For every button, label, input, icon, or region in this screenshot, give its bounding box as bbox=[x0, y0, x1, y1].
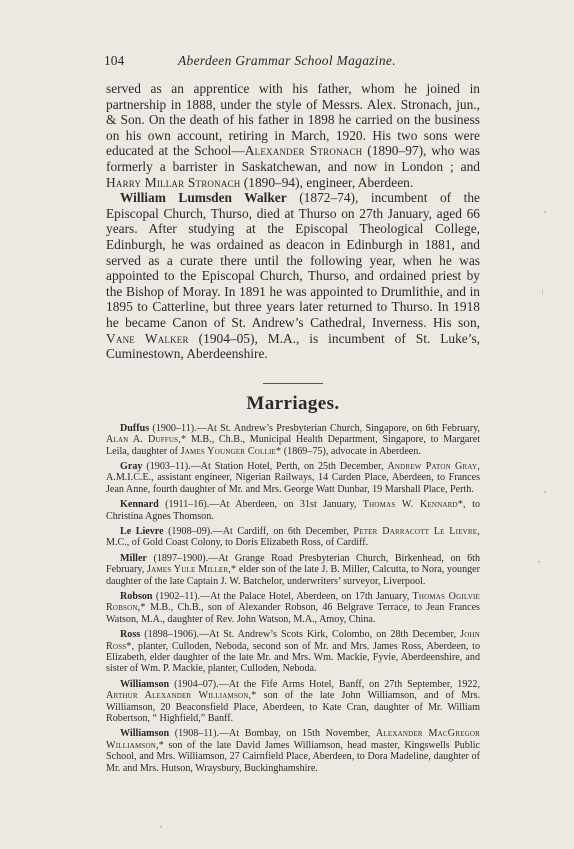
person-name: Thomas Ogilvie Robson,* bbox=[106, 590, 480, 614]
marriage-entry bbox=[106, 526, 480, 549]
text-run: son of the late John Williamson, and of Mrs. Williamson, 20 Beaconsfield Place, Aberdeen, to Kate Cran, daughter of Mr. William Robertson, “ Highfield,” Banff. bbox=[106, 690, 480, 725]
text-run: A.M.I.C.E., assistant engineer, Nigerian Railways, 14 Carden Place, Aberdeen, to Frances Jean Anne, fourth daughter of Mr. and Mrs. George Watt Dunbar, 19 Marshall Place, Perth. bbox=[106, 472, 480, 495]
entry-surname: Duffus bbox=[120, 422, 150, 434]
page-body bbox=[106, 81, 480, 778]
text-run: served as an apprentice with his father, whom he joined in partnership in 1888, under the style of Messrs. Alex. Stronach, jun., & Son. On the death of his father in 1898 he carried on the business on his own account, retiring in March, 1920. His two sons were educated at the School— bbox=[106, 81, 480, 159]
text-run: M.B., Ch.B., Municipal Health Department, Singapore, to Margaret Leila, daughter of bbox=[106, 434, 480, 457]
marriage-entry bbox=[106, 679, 480, 725]
person-name: Peter Darracott Le Lievre, bbox=[353, 525, 480, 537]
marriage-entry bbox=[106, 728, 480, 774]
entry-surname: Williamson bbox=[120, 728, 170, 740]
text-run: (1890–97), who was formerly a barrister in Saskatchewan, and now in London ; and bbox=[106, 143, 481, 174]
obituary-stronach-continued bbox=[106, 81, 480, 190]
marriages-heading: Marriages. bbox=[246, 392, 340, 414]
running-header bbox=[104, 53, 480, 69]
text-run: (1898–1906).—At St. Andrew’s Scots Kirk, Colombo, on 28th December, bbox=[140, 629, 461, 641]
text-run: to Christina Agnes Thomson. bbox=[106, 499, 481, 522]
person-name: Andrew Paton Gray, bbox=[387, 460, 480, 472]
person-name: John Ross*, bbox=[106, 629, 480, 652]
person-name: James Yule Miller,* bbox=[146, 564, 237, 576]
marriage-entry bbox=[106, 591, 480, 625]
entry-surname: Miller bbox=[120, 552, 147, 564]
text-run: M.B., Ch.B., son of Alexander Robson, 46 Belgrave Terrace, to Jean Frances Watson, M.A., daughter of Rev. John Watson, M.A., Amoy, China. bbox=[106, 602, 480, 625]
marriage-entry bbox=[106, 461, 480, 495]
text-run: (1903–11).—At Station Hotel, Perth, on 25th December, bbox=[142, 460, 388, 472]
person-name: James Younger Collie* bbox=[180, 445, 282, 457]
marriage-entry bbox=[106, 423, 480, 457]
marriage-entry bbox=[106, 553, 480, 587]
section-divider bbox=[263, 383, 323, 384]
margin-dot: • bbox=[544, 490, 547, 496]
page-number: 104 bbox=[104, 53, 125, 68]
text-run: (1908–09).—At Cardiff, on 6th December, bbox=[163, 525, 354, 537]
entry-surname: Ross bbox=[120, 629, 141, 641]
entry-surname: Gray bbox=[120, 460, 143, 472]
person-name: Alexander Stronach bbox=[244, 143, 363, 159]
text-run: (1911–16).—At Aberdeen, on 31st January, bbox=[158, 499, 363, 511]
person-name: Arthur Alexander Williamson,* bbox=[106, 690, 257, 702]
entry-surname: Le Lievre bbox=[120, 525, 164, 537]
text-run: (1872–74), incumbent of the Episcopal Church, Thurso, died at Thurso on 27th January, aged 66 years. After studying at the Episcopal Theological College, Edinburgh, he was ordained as deacon in Edinburgh in 1881, and served as a curate there until the following year, when he was appointed to the Episcopal Church, Thurso, and ordained priest by the Bishop of Moray. In 1891 he was appointed to Drumlithie, and in 1895 to Catterline, but three years later returned to Thurso. In 1918 he became Canon of St. Andrew’s Cathedral, Inverness. His son, bbox=[106, 190, 480, 330]
journal-title: Aberdeen Grammar School Magazine. bbox=[178, 53, 396, 68]
person-name: Thomas W. Kennard*, bbox=[362, 499, 466, 511]
person-name: Alexander MacGregor Williamson,* bbox=[106, 728, 480, 751]
marriages-list bbox=[106, 423, 480, 774]
margin-dot: • bbox=[160, 825, 163, 831]
person-name: Alan A. Duffus,* bbox=[106, 434, 187, 446]
marriage-entry bbox=[106, 629, 480, 675]
text-run: (1904–05), M.A., is incumbent of St. Luke’s, Cuminestown, Aberdeenshire. bbox=[106, 330, 481, 362]
person-name: Vane Walker bbox=[106, 330, 189, 346]
person-name: Harry Millar Stronach bbox=[106, 174, 241, 190]
obituary-walker bbox=[106, 190, 480, 362]
text-run: son of the late David James Williamson, head master, Kingswells Public School, and Mrs. Williamson, 27 Cairnfield Place, Aberdeen, to Dora Madeline, daughter of Mr. and Mrs. Hutson, Wraysbury, Buckinghamshire. bbox=[106, 739, 480, 774]
margin-dot: | bbox=[542, 290, 544, 296]
text-run: (1890–94), engineer, Aberdeen. bbox=[240, 174, 414, 190]
text-run: (1902–11).—At the Palace Hotel, Aberdeen, on 17th January, bbox=[152, 590, 413, 602]
text-run: elder son of the late J. B. Miller, Calcutta, to Nora, younger daughter of the late Captain J. W. Batchelor, underwriters’ surveyor, Liverpool. bbox=[106, 564, 481, 587]
marriage-entry bbox=[106, 499, 480, 522]
text-run: (1897–1900).—At Grange Road Presbyterian Church, Birkenhead, on 6th February, bbox=[106, 552, 480, 576]
text-run: (1900–11).—At St. Andrew’s Presbyterian Church, Singapore, on 6th February, bbox=[149, 422, 480, 434]
text-run: planter, Culloden, Neboda, second son of Mr. and Mrs. James Ross, Aberdeen, to Elizabeth, elder daughter of the late Mr. and Mrs. Wm. Mackie, Fyvie, Aberdeenshire, and sister of Wm. P. Mackie, planter, Culloden, Neboda. bbox=[106, 640, 480, 675]
margin-dot: • bbox=[538, 560, 541, 566]
entry-surname: Robson bbox=[120, 590, 153, 602]
text-run: (1908–11).—At Bombay, on 15th November, bbox=[169, 728, 376, 740]
entry-surname: Kennard bbox=[120, 499, 159, 511]
subject-name: William Lumsden Walker bbox=[120, 190, 287, 206]
text-run: (1904–07).—At the Fife Arms Hotel, Banff, on 27th September, 1922, bbox=[169, 678, 480, 690]
text-run: (1869–75), advocate in Aberdeen. bbox=[281, 445, 421, 457]
text-run: M.C., of Gold Coast Colony, to Doris Elizabeth Ross, of Cardiff. bbox=[106, 537, 369, 549]
margin-dot: • bbox=[544, 210, 547, 216]
entry-surname: Williamson bbox=[120, 678, 170, 690]
